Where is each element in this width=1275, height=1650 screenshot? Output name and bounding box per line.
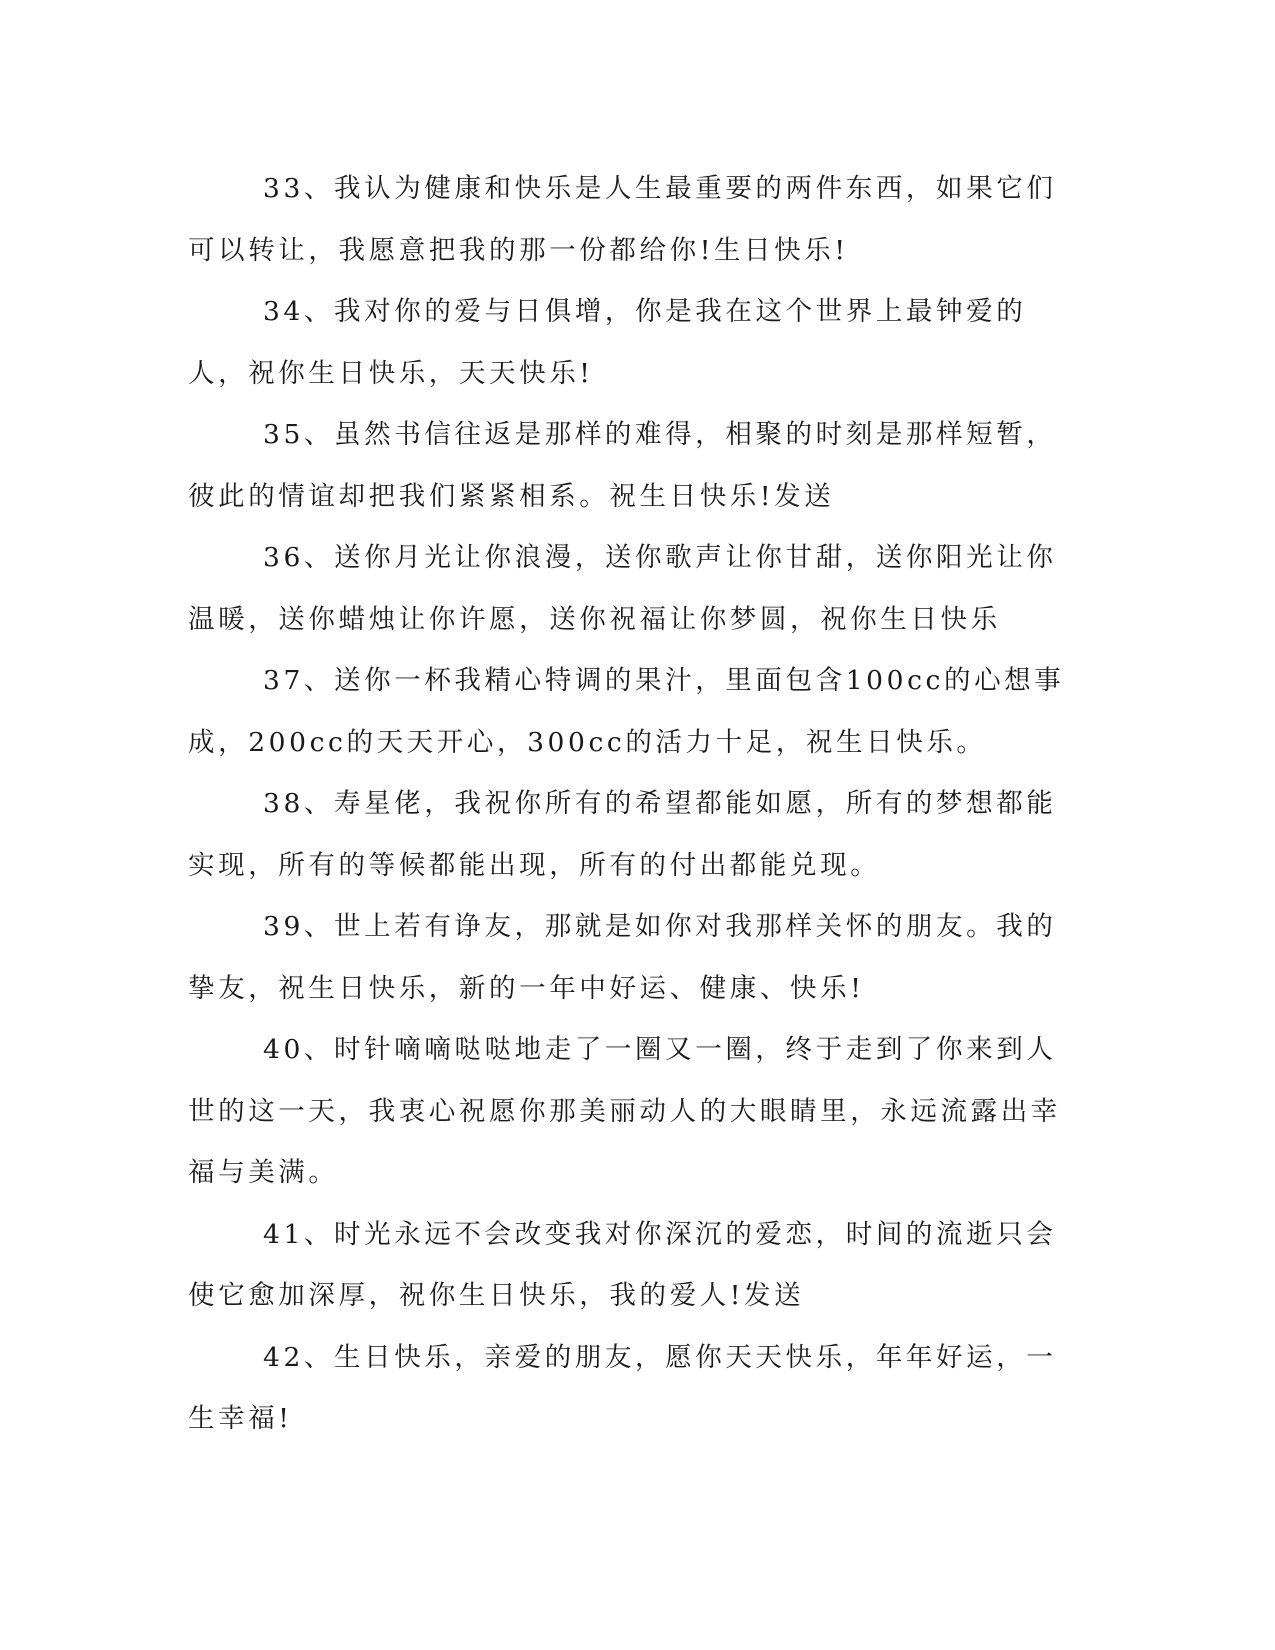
document-body <box>188 158 1078 1450</box>
paragraph-33: 33、我认为健康和快乐是人生最重要的两件东西，如果它们可以转让，我愿意把我的那一份都给你!生日快乐! <box>188 173 1057 266</box>
paragraph-40: 40、时针嘀嘀哒哒地走了一圈又一圈，终于走到了你来到人世的这一天，我衷心祝愿你那美丽动人的大眼睛里，永远流露出幸福与美满。 <box>188 1034 1061 1188</box>
paragraph-36: 36、送你月光让你浪漫，送你歌声让你甘甜，送你阳光让你温暖，送你蜡烛让你许愿，送你祝福让你梦圆，祝你生日快乐 <box>188 542 1057 635</box>
paragraph-41: 41、时光永远不会改变我对你深沉的爱恋，时间的流逝只会使它愈加深厚，祝你生日快乐，我的爱人!发送 <box>188 1218 1057 1311</box>
paragraph-42: 42、生日快乐，亲爱的朋友，愿你天天快乐，年年好运，一生幸福! <box>188 1341 1057 1434</box>
paragraph-38: 38、寿星佬，我祝你所有的希望都能如愿，所有的梦想都能实现，所有的等候都能出现，所有的付出都能兑现。 <box>188 788 1057 881</box>
paragraph-34: 34、我对你的爱与日俱增，你是我在这个世界上最钟爱的人，祝你生日快乐，天天快乐! <box>188 296 1027 389</box>
paragraph-37: 37、送你一杯我精心特调的果汁，里面包含100cc的心想事成，200cc的天天开心，300cc的活力十足，祝生日快乐。 <box>188 665 1065 758</box>
paragraph-39: 39、世上若有诤友，那就是如你对我那样关怀的朋友。我的挚友，祝生日快乐，新的一年中好运、健康、快乐! <box>188 911 1057 1004</box>
paragraph-35: 35、虽然书信往返是那样的难得，相聚的时刻是那样短暂，彼此的情谊却把我们紧紧相系。祝生日快乐!发送 <box>188 419 1057 512</box>
